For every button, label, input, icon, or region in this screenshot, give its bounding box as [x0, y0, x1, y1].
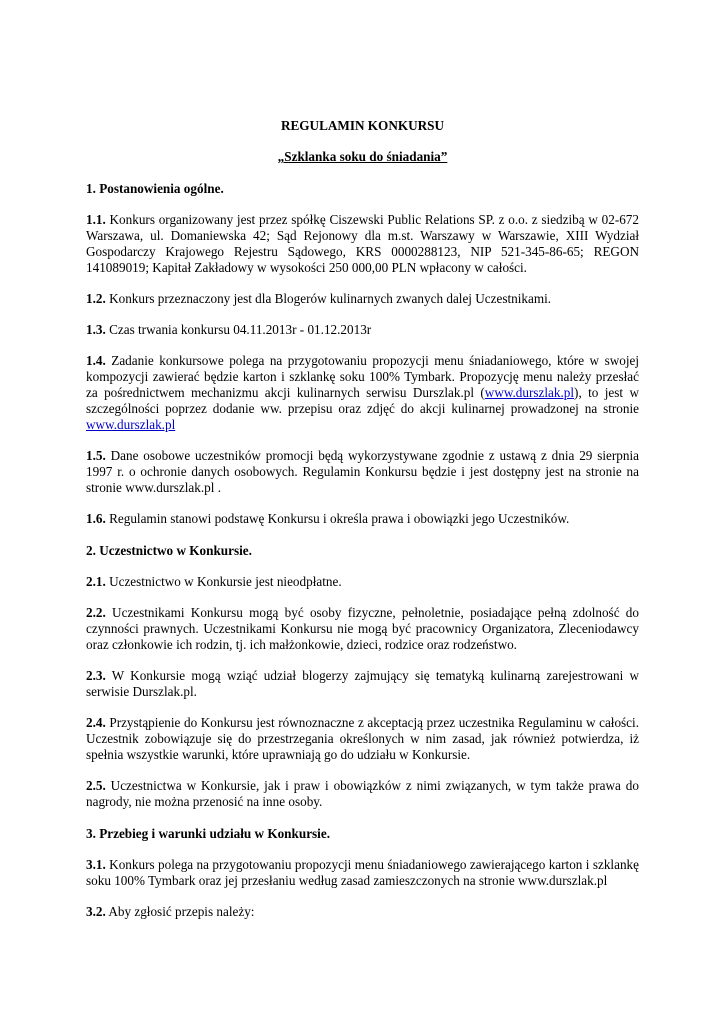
paragraph-1-3 — [86, 322, 639, 338]
paragraph-number: 1.1. — [86, 212, 106, 227]
document-subtitle: „Szklanka soku do śniadania” — [277, 149, 448, 164]
paragraph-text: ), to jest w szczególności poprzez dodanie ww. przepisu oraz zdjęć do akcji kulinarnej prowadzonej na stronie — [86, 385, 639, 416]
paragraph-text: Uczestnictwa w Konkursie, jak i praw i obowiązków z nimi związanych, w tym także prawa do nagrody, nie można przenosić na inne osoby. — [86, 778, 639, 809]
paragraph-text: Konkurs polega na przygotowaniu propozycji menu śniadaniowego zawierającego karton i szklankę soku 100% Tymbark oraz jej przesłaniu według zasad zamieszczonych na stronie www.durszlak.pl — [86, 857, 639, 888]
paragraph-text: Uczestnikami Konkursu mogą być osoby fizyczne, pełnoletnie, posiadające pełną zdolność do czynności prawnych. Uczestnikami Konkursu nie mogą być pracownicy Organizatora, Zleceniodawcy oraz członkowie ich rodzin, tj. ich małżonkowie, dzieci, rodzice oraz rodzeństwo. — [86, 605, 639, 652]
paragraph-1-5 — [86, 448, 639, 496]
paragraph-1-6 — [86, 511, 639, 527]
paragraph-text: Aby zgłosić przepis należy: — [105, 904, 255, 919]
paragraph-text: Regulamin stanowi podstawę Konkursu i określa prawa i obowiązki jego Uczestników. — [105, 511, 570, 526]
paragraph-1-4 — [86, 353, 639, 433]
paragraph-3-1 — [86, 857, 639, 889]
paragraph-number: 1.6. — [86, 511, 106, 526]
paragraph-text: Przystąpienie do Konkursu jest równoznaczne z akceptacją przez uczestnika Regulaminu w całości. Uczestnik zobowiązuje się do przestrzegania określonych w nim zasad, jak również potwierdza, iż spełnia wszystkie warunki, które uprawniają go do udziału w Konkursie. — [86, 715, 639, 762]
durszlak-link[interactable]: www.durszlak.pl — [484, 385, 575, 400]
paragraph-text: Zadanie konkursowe polega na przygotowaniu propozycji menu śniadaniowego, które w swojej kompozycji zawierać będzie karton i szklankę soku 100% Tymbark. Propozycję menu należy przesłać za pośrednictwem mechanizmu akcji kulinarnych serwisu Durszlak.pl ( — [86, 353, 639, 400]
paragraph-text: Dane osobowe uczestników promocji będą wykorzystywane zgodnie z ustawą z dnia 29 sierpnia 1997 r. o ochronie danych osobowych. Regulamin Konkursu będzie i jest dostępny jest na stronie na stronie www.durszlak.pl . — [86, 448, 639, 495]
paragraph-2-2 — [86, 605, 639, 653]
paragraph-1-2 — [86, 291, 639, 307]
paragraph-2-3 — [86, 668, 639, 700]
durszlak-link[interactable]: www.durszlak.pl — [86, 417, 176, 432]
paragraph-text: Konkurs przeznaczony jest dla Blogerów kulinarnych zwanych dalej Uczestnikami. — [105, 291, 552, 306]
paragraph-2-1 — [86, 574, 639, 590]
section-heading-1: 1. Postanowienia ogólne. — [86, 181, 224, 196]
paragraph-number: 1.5. — [86, 448, 106, 463]
paragraph-2-4 — [86, 715, 639, 763]
paragraph-number: 3.1. — [86, 857, 106, 872]
paragraph-text: Czas trwania konkursu 04.11.2013r - 01.12.2013r — [105, 322, 372, 337]
paragraph-number: 1.4. — [86, 353, 106, 368]
paragraph-number: 2.4. — [86, 715, 106, 730]
paragraph-number: 3.2. — [86, 904, 106, 919]
paragraph-text: Uczestnictwo w Konkursie jest nieodpłatne. — [105, 574, 342, 589]
paragraph-number: 1.2. — [86, 291, 106, 306]
paragraph-number: 2.1. — [86, 574, 106, 589]
paragraph-number: 2.2. — [86, 605, 106, 620]
paragraph-number: 2.3. — [86, 668, 106, 683]
paragraph-1-1 — [86, 212, 639, 276]
paragraph-2-5 — [86, 778, 639, 810]
paragraph-3-2 — [86, 904, 639, 920]
section-heading-2: 2. Uczestnictwo w Konkursie. — [86, 543, 252, 558]
paragraph-number: 2.5. — [86, 778, 106, 793]
paragraph-text: W Konkursie mogą wziąć udział blogerzy zajmujący się tematyką kulinarną zarejestrowani w serwisie Durszlak.pl. — [86, 668, 639, 699]
paragraph-text: Konkurs organizowany jest przez spółkę Ciszewski Public Relations SP. z o.o. z siedzibą w 02-672 Warszawa, ul. Domaniewska 42; Sąd Rejonowy dla m.st. Warszawy w Warszawie, XIII Wydział Gospodarczy Krajowego Rejestru Sądowego, KRS 0000288123, NIP 521-345-86-65; REGON 141089019; Kapitał Zakładowy w wysokości 250 000,00 PLN wpłacony w całości. — [86, 212, 639, 275]
section-heading-3: 3. Przebieg i warunki udziału w Konkursie. — [86, 826, 330, 841]
document-title: REGULAMIN KONKURSU — [280, 118, 445, 133]
paragraph-number: 1.3. — [86, 322, 106, 337]
